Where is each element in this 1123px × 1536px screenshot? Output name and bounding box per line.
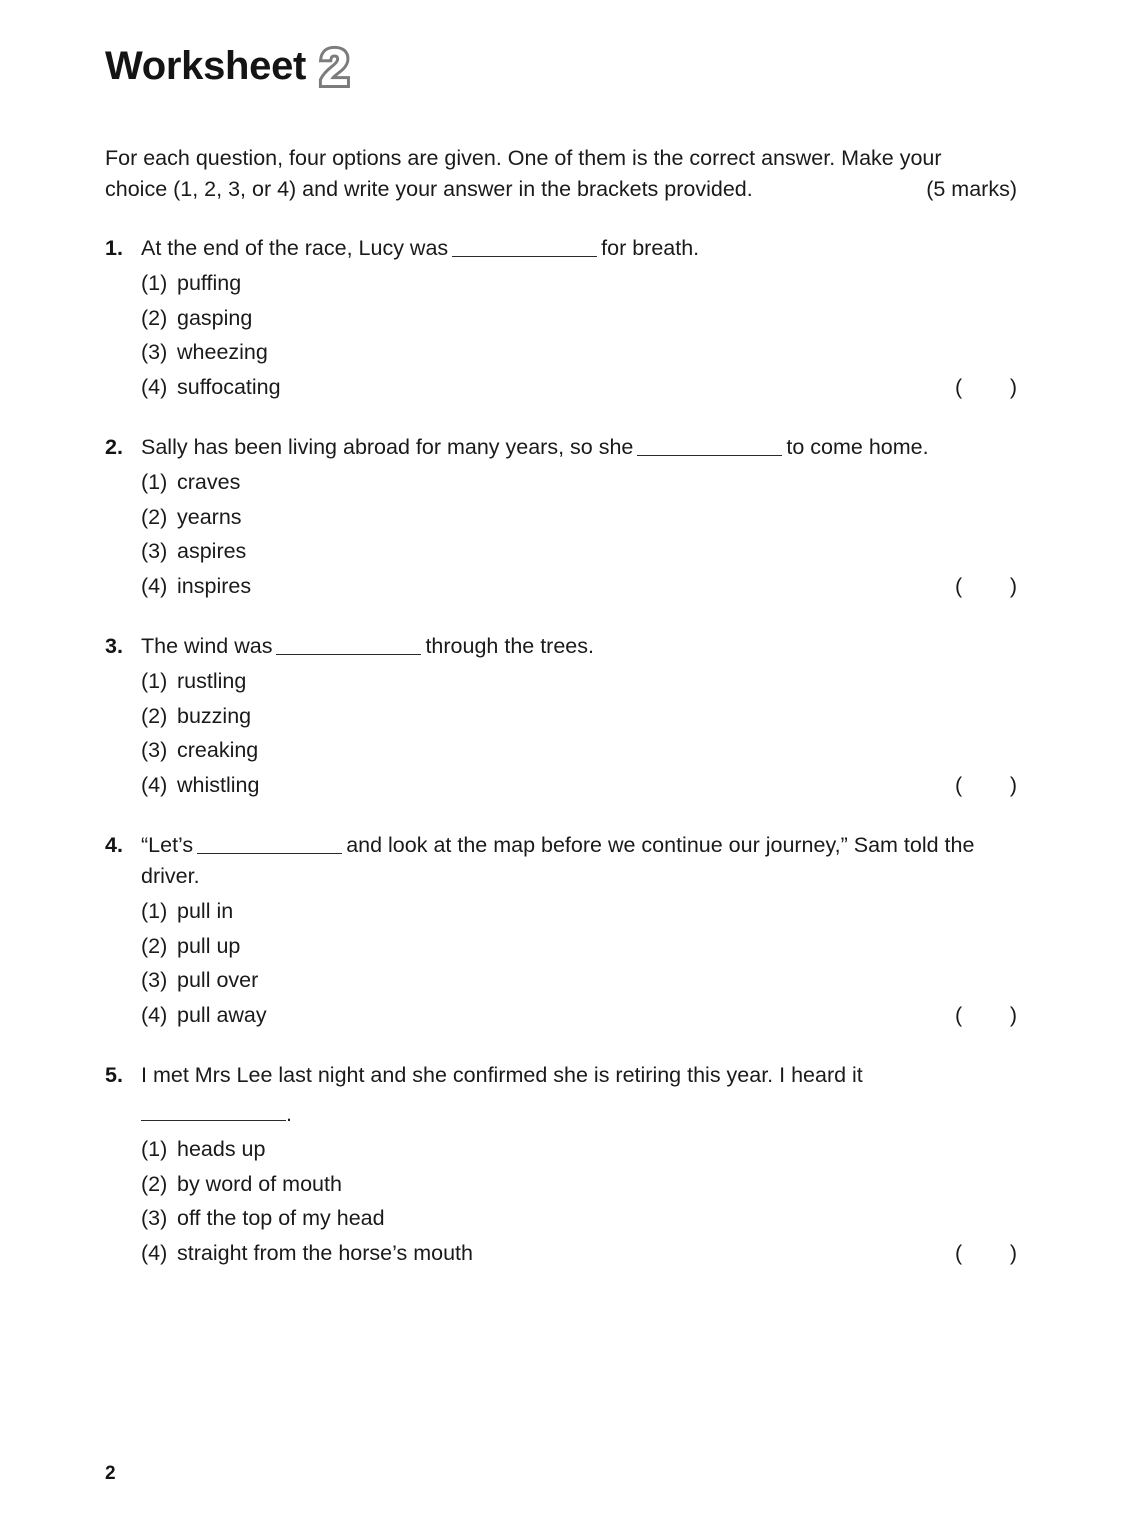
answer-blank[interactable]	[197, 853, 342, 854]
option-marker: (2)	[141, 1171, 168, 1196]
options-list	[105, 266, 1017, 404]
option-row[interactable]	[141, 963, 1017, 998]
marks-label: (5 marks)	[926, 177, 1017, 201]
question-number: 1.	[105, 236, 123, 260]
options-list	[105, 894, 1017, 1032]
question-text	[141, 631, 1017, 662]
answer-bracket[interactable]	[955, 998, 1017, 1033]
page-title	[105, 36, 349, 97]
questions-list	[105, 233, 1017, 1298]
option-marker: (1)	[141, 271, 168, 295]
question-stem	[105, 631, 1017, 662]
option-marker: (4)	[141, 1240, 168, 1265]
option-text: puffing	[177, 271, 242, 295]
bracket-open: (	[955, 1240, 963, 1265]
option-row[interactable]	[141, 266, 1017, 301]
option-text: inspires	[177, 573, 252, 598]
question-block	[105, 830, 1017, 1032]
option-marker: (2)	[141, 933, 168, 958]
option-marker: (1)	[141, 470, 168, 494]
option-text: off the top of my head	[177, 1206, 385, 1230]
question-text-before-blank: At the end of the race, Lucy was	[141, 236, 449, 260]
title-word: Worksheet	[105, 44, 307, 88]
question-number: 2.	[105, 435, 123, 459]
option-marker: (1)	[141, 899, 168, 923]
question-block	[105, 631, 1017, 802]
answer-bracket[interactable]	[955, 569, 1017, 604]
question-stem	[105, 233, 1017, 264]
answer-blank-line	[105, 1099, 1017, 1130]
option-marker: (3)	[141, 539, 168, 563]
option-text: pull in	[177, 899, 234, 923]
question-text	[141, 830, 1017, 892]
option-marker: (4)	[141, 1002, 168, 1027]
question-text-after-blank: for breath.	[601, 236, 700, 260]
bracket-open: (	[955, 374, 963, 399]
question-text	[141, 233, 1017, 264]
option-text: pull away	[177, 1002, 267, 1027]
option-text: wheezing	[177, 340, 268, 364]
option-marker: (2)	[141, 703, 168, 728]
question-text-after-blank: to come home.	[786, 435, 929, 459]
option-row[interactable]	[141, 301, 1017, 336]
option-row[interactable]	[141, 998, 1017, 1033]
option-marker: (3)	[141, 968, 168, 992]
instructions-line-2: choice (1, 2, 3, or 4) and write your answer in the brackets provided.	[105, 177, 753, 201]
question-text	[141, 432, 1017, 463]
bracket-open: (	[955, 573, 963, 598]
answer-blank[interactable]	[276, 654, 421, 655]
answer-blank[interactable]	[452, 256, 597, 257]
options-list	[105, 664, 1017, 802]
question-block	[105, 432, 1017, 603]
option-text: aspires	[177, 539, 247, 563]
title-number: 2	[320, 39, 349, 97]
option-row[interactable]	[141, 733, 1017, 768]
page-number: 2	[105, 1463, 116, 1484]
instructions-line-2-row	[105, 174, 1017, 205]
bracket-open: (	[955, 1002, 963, 1027]
option-marker: (4)	[141, 374, 168, 399]
answer-blank[interactable]	[637, 455, 782, 456]
bracket-close: )	[1009, 374, 1017, 399]
options-list	[105, 465, 1017, 603]
question-number: 3.	[105, 634, 123, 658]
question-text-before-blank: I met Mrs Lee last night and she confirmed she is retiring this year. I heard it	[141, 1063, 863, 1087]
option-text: by word of mouth	[177, 1171, 342, 1196]
option-row[interactable]	[141, 699, 1017, 734]
option-text: heads up	[177, 1137, 266, 1161]
question-text-after-blank: and look at the map before we continue our journey,” Sam told the driver.	[141, 833, 975, 888]
option-row[interactable]	[141, 1201, 1017, 1236]
option-text: pull up	[177, 933, 241, 958]
option-marker: (4)	[141, 772, 168, 797]
option-row[interactable]	[141, 335, 1017, 370]
option-text: buzzing	[177, 703, 252, 728]
question-text-before-blank: Sally has been living abroad for many years, so she	[141, 435, 634, 459]
question-text-after-blank: .	[286, 1102, 292, 1126]
option-row[interactable]	[141, 569, 1017, 604]
option-marker: (2)	[141, 504, 168, 529]
instructions-block	[105, 143, 1017, 205]
option-row[interactable]	[141, 1236, 1017, 1271]
option-marker: (3)	[141, 340, 168, 364]
question-text-before-blank: “Let’s	[141, 833, 194, 857]
question-stem	[105, 1060, 1017, 1091]
option-text: yearns	[177, 504, 242, 529]
question-block	[105, 1060, 1017, 1270]
option-marker: (3)	[141, 738, 168, 762]
question-text-before-blank: The wind was	[141, 634, 273, 658]
option-text: rustling	[177, 669, 247, 693]
option-marker: (4)	[141, 573, 168, 598]
options-list	[105, 1132, 1017, 1270]
option-text: creaking	[177, 738, 259, 762]
question-text-after-blank: through the trees.	[425, 634, 594, 658]
option-marker: (1)	[141, 1137, 168, 1161]
bracket-close: )	[1009, 1240, 1017, 1265]
option-marker: (2)	[141, 305, 168, 330]
option-text: straight from the horse’s mouth	[177, 1240, 473, 1265]
answer-bracket[interactable]	[955, 768, 1017, 803]
option-row[interactable]	[141, 768, 1017, 803]
question-stem	[105, 830, 1017, 892]
question-stem	[105, 432, 1017, 463]
option-text: whistling	[177, 772, 260, 797]
question-text	[141, 1060, 1017, 1091]
option-row[interactable]	[141, 534, 1017, 569]
question-number: 4.	[105, 833, 123, 857]
option-row[interactable]	[141, 465, 1017, 500]
option-row[interactable]	[141, 929, 1017, 964]
option-marker: (1)	[141, 669, 168, 693]
option-row[interactable]	[141, 370, 1017, 405]
bracket-close: )	[1009, 1002, 1017, 1027]
bracket-open: (	[955, 772, 963, 797]
option-text: gasping	[177, 305, 253, 330]
option-row[interactable]	[141, 664, 1017, 699]
question-block	[105, 233, 1017, 404]
option-row[interactable]	[141, 1167, 1017, 1202]
option-row[interactable]	[141, 1132, 1017, 1167]
option-row[interactable]	[141, 500, 1017, 535]
instructions-line-1: For each question, four options are given. One of them is the correct answer. Make your	[105, 146, 942, 170]
bracket-close: )	[1009, 573, 1017, 598]
option-row[interactable]	[141, 894, 1017, 929]
option-text: craves	[177, 470, 241, 494]
question-number: 5.	[105, 1063, 123, 1087]
option-text: pull over	[177, 968, 259, 992]
answer-bracket[interactable]	[955, 1236, 1017, 1271]
option-text: suffocating	[177, 374, 281, 399]
option-marker: (3)	[141, 1206, 168, 1230]
answer-blank[interactable]	[141, 1120, 286, 1121]
answer-bracket[interactable]	[955, 370, 1017, 405]
bracket-close: )	[1009, 772, 1017, 797]
